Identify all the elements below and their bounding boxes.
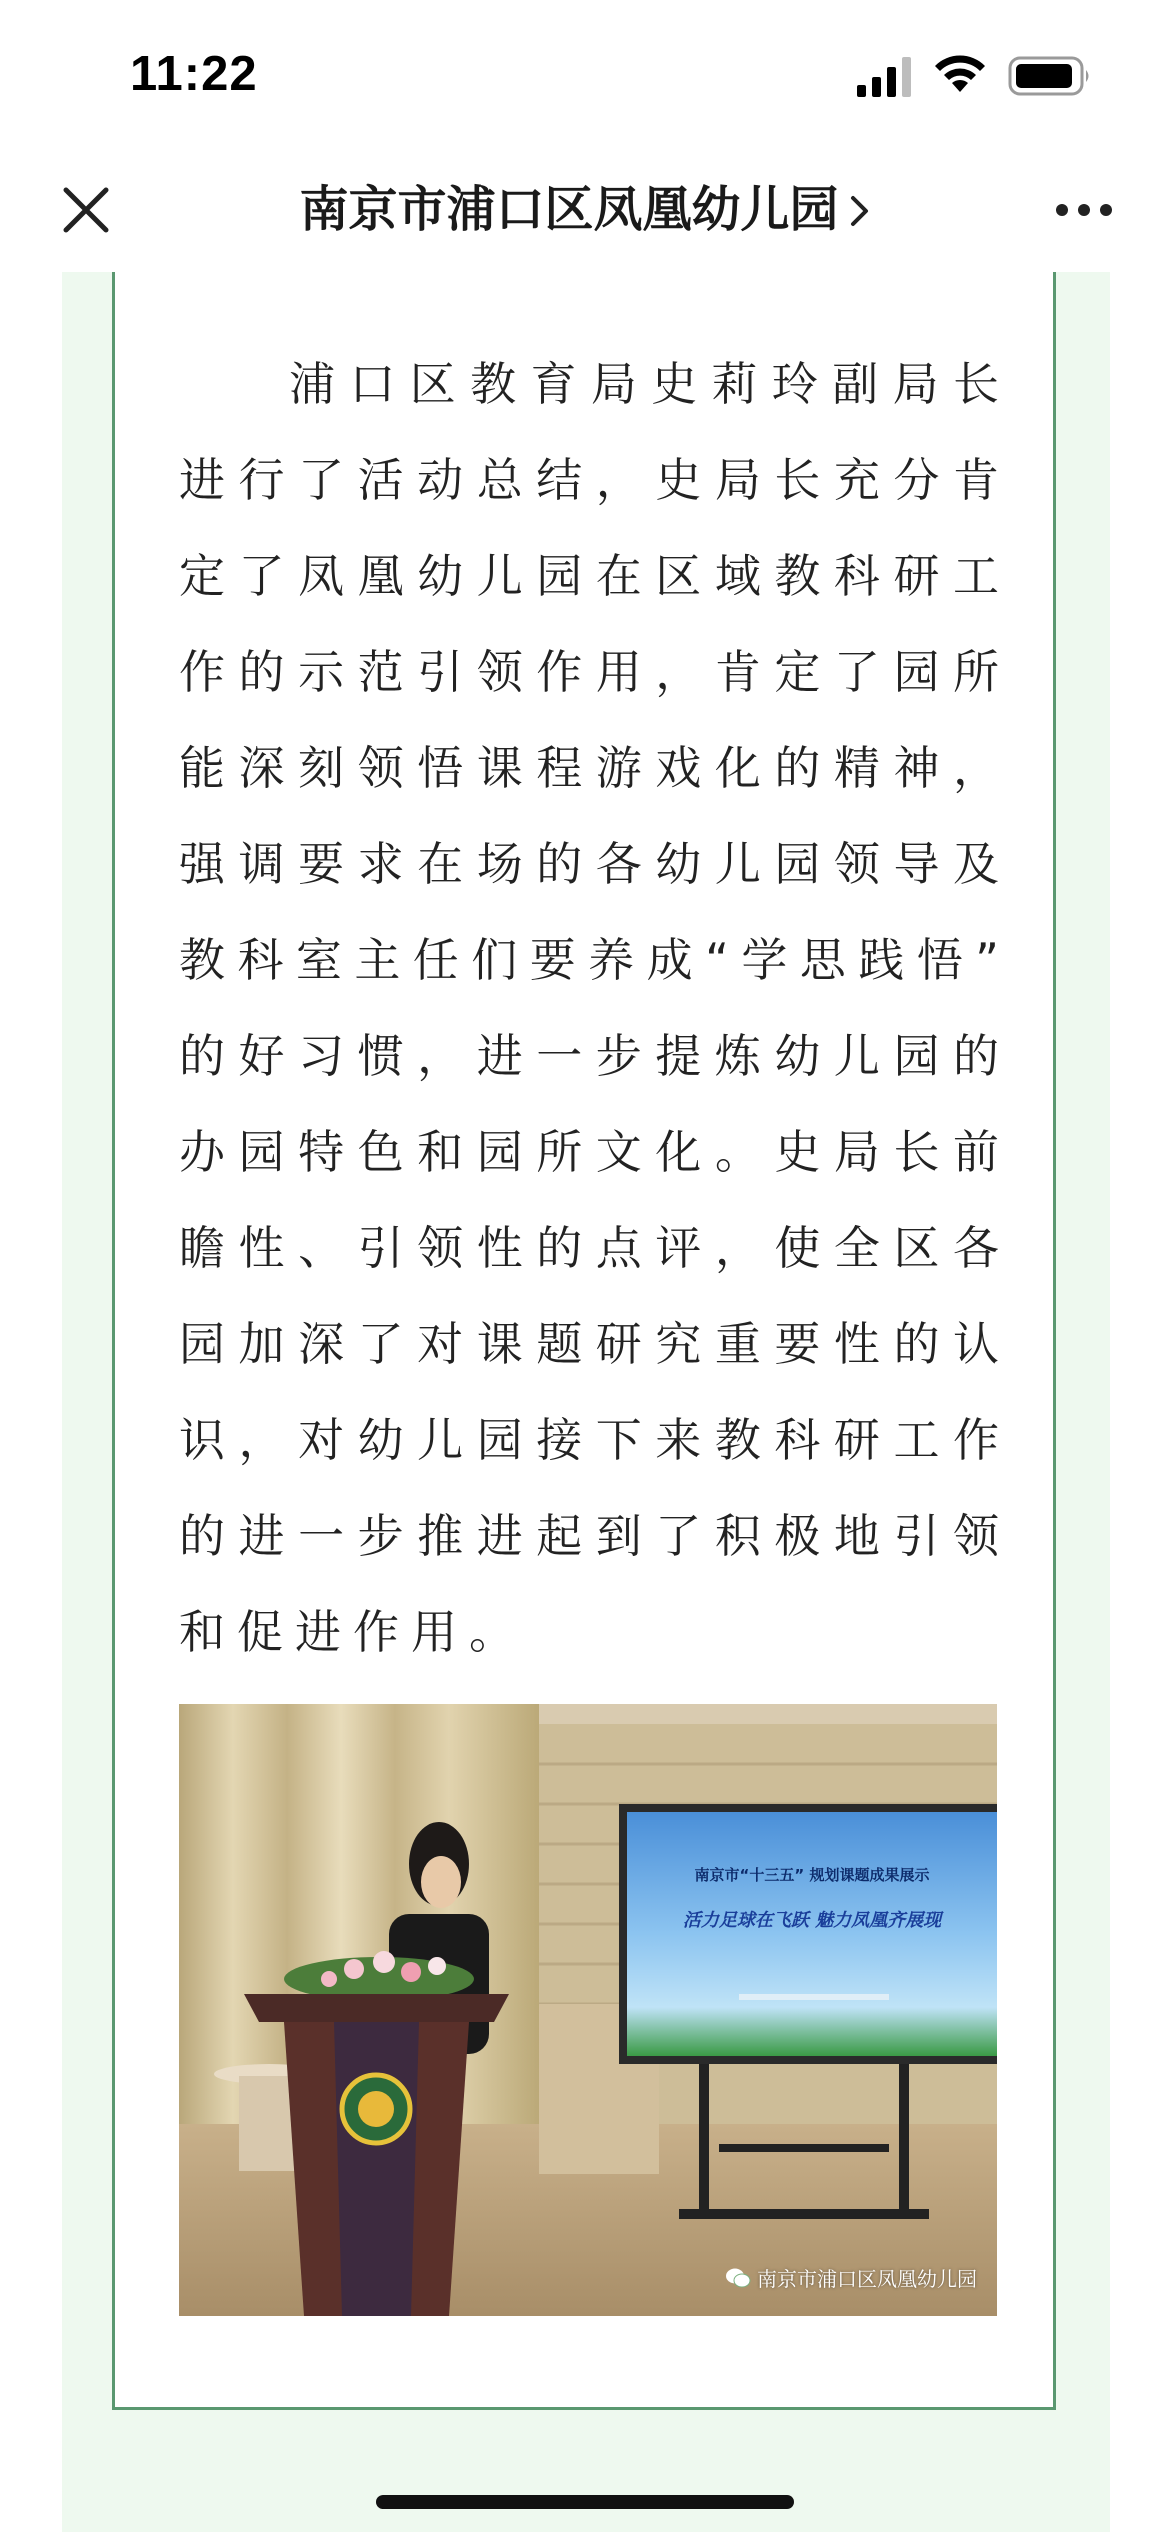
wechat-icon xyxy=(725,2267,751,2289)
paragraph-line: 能深刻领悟课程游戏化的精神， xyxy=(179,741,999,795)
paragraph-line: 进行了活动总结，史局长充分肯 xyxy=(179,453,999,507)
paragraph-line: 瞻性、引领性的点评，使全区各 xyxy=(179,1221,999,1275)
paragraph-line: 的好习惯，进一步提炼幼儿园的 xyxy=(179,1029,999,1083)
article-photo[interactable] xyxy=(179,1704,997,2316)
paragraph-line: 园加深了对课题研究重要性的认 xyxy=(179,1317,999,1371)
paragraph-line: 办园特色和园所文化。史局长前 xyxy=(179,1125,999,1179)
screen-title: 南京市“十三五” 规划课题成果展示 xyxy=(694,1866,930,1884)
paragraph-line: 的进一步推进起到了积极地引领 xyxy=(179,1509,999,1563)
article-frame xyxy=(112,272,1056,2410)
paragraph-line: 识，对幼儿园接下来教科研工作 xyxy=(179,1413,999,1467)
chevron-right-icon xyxy=(849,194,871,228)
more-icon[interactable] xyxy=(1054,200,1114,220)
status-time: 11:22 xyxy=(130,47,258,101)
photo-watermark xyxy=(725,2263,977,2292)
photo-scene xyxy=(179,1704,997,2316)
account-title-link[interactable] xyxy=(200,174,970,246)
cellular-signal-icon xyxy=(855,55,915,97)
paragraph-line: 浦口区教育局史莉玲副局长 xyxy=(289,357,999,411)
paragraph-line: 作的示范引领作用，肯定了园所 xyxy=(179,645,999,699)
account-title: 南京市浦口区凤凰幼儿园 xyxy=(299,181,839,238)
paragraph-line: 教科室主任们要养成“学思践悟” xyxy=(179,933,999,987)
paragraph-line: 强调要求在场的各幼儿园领导及 xyxy=(179,837,999,891)
paragraph-line: 定了凤凰幼儿园在区域教科研工 xyxy=(179,549,999,603)
article-scroll-area[interactable] xyxy=(0,272,1170,2532)
wifi-icon xyxy=(932,52,988,96)
watermark-text: 南京市浦口区凤凰幼儿园 xyxy=(757,2267,977,2291)
paragraph-line: 和促进作用。 xyxy=(179,1605,527,1659)
close-icon[interactable] xyxy=(58,182,114,238)
status-bar xyxy=(0,0,1170,150)
screen-slogan: 活力足球在飞跃 魅力凤凰齐展现 xyxy=(682,1910,942,1931)
nav-bar xyxy=(0,150,1170,273)
home-indicator[interactable] xyxy=(376,2495,794,2509)
battery-icon xyxy=(1008,56,1092,96)
article-paragraph xyxy=(179,336,999,1680)
